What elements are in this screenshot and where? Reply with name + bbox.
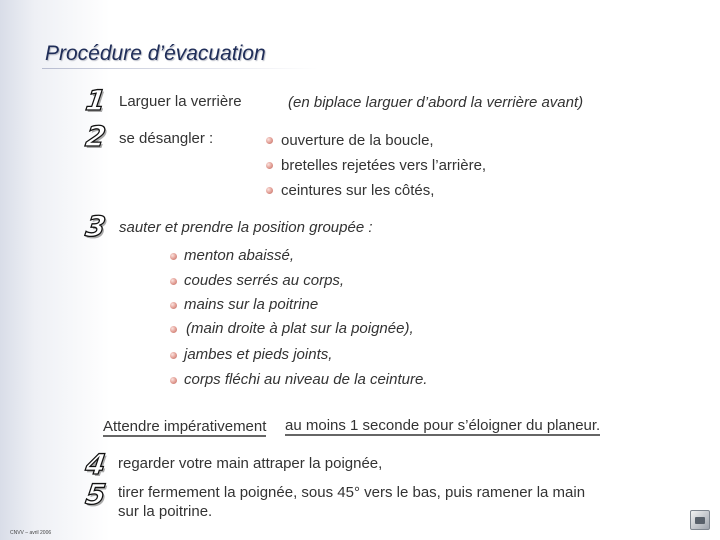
step-number-4: 4 [83, 448, 108, 481]
bullet-icon [266, 162, 273, 169]
title-underline [42, 68, 318, 69]
bullet-icon [170, 278, 177, 285]
step4-text: regarder votre main attraper la poignée, [118, 455, 383, 472]
step5-line2: sur la poitrine. [118, 503, 213, 520]
wait-text: au moins 1 seconde pour s’éloigner du planeur. [285, 417, 601, 434]
step-number-3: 3 [83, 210, 108, 243]
return-icon[interactable] [690, 510, 710, 530]
step2-item: ceintures sur les côtés, [281, 182, 435, 199]
step3-item: menton abaissé, [184, 247, 295, 264]
step1-note: (en biplace larguer d’abord la verrière avant) [288, 94, 584, 111]
wait-emphasis: Attendre impérativement [103, 418, 267, 435]
bullet-icon [170, 352, 177, 359]
bullet-icon [266, 137, 273, 144]
step5-line1: tirer fermement la poignée, sous 45° vers le bas, puis ramener la main [118, 484, 586, 501]
bullet-icon [170, 326, 177, 333]
bullet-icon [266, 187, 273, 194]
step3-item: jambes et pieds joints, [184, 346, 333, 363]
step2-text: se désangler : [119, 130, 214, 147]
step3-item: corps fléchi au niveau de la ceinture. [184, 371, 428, 388]
bullet-icon [170, 302, 177, 309]
step-number-5: 5 [83, 478, 108, 511]
step-number-1: 1 [83, 84, 108, 117]
step3-text: sauter et prendre la position groupée : [119, 219, 373, 236]
bullet-icon [170, 253, 177, 260]
step3-item: coudes serrés au corps, [184, 272, 345, 289]
step3-item: mains sur la poitrine [184, 296, 319, 313]
step2-item: ouverture de la boucle, [281, 132, 434, 149]
bullet-icon [170, 377, 177, 384]
footer-credit: CNVV – avril 2006 [10, 530, 52, 536]
page-title: Procédure d’évacuation [45, 42, 266, 65]
step2-item: bretelles rejetées vers l’arrière, [281, 157, 487, 174]
step3-item: (main droite à plat sur la poignée), [186, 320, 414, 337]
step1-text: Larguer la verrière [119, 93, 242, 110]
step-number-2: 2 [83, 120, 108, 153]
